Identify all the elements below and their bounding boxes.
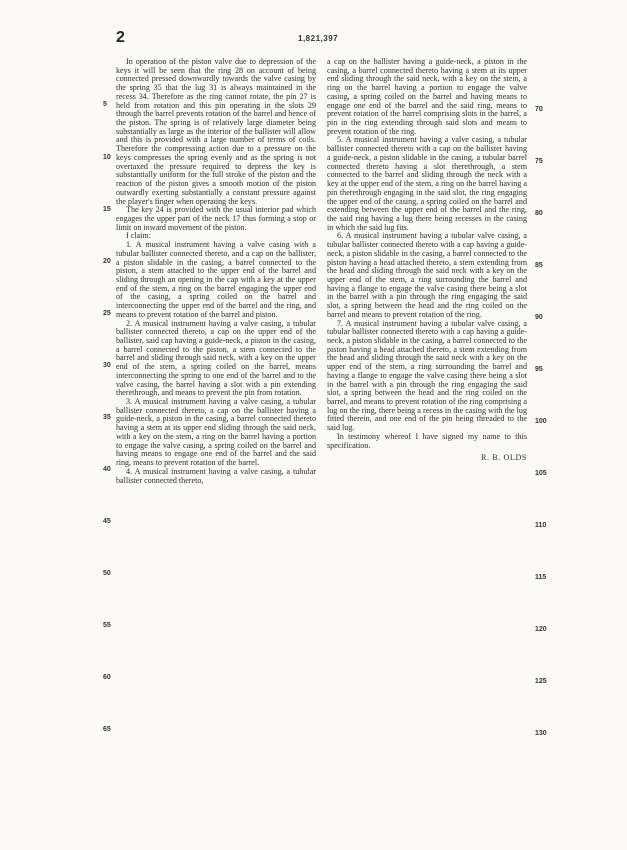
- line-number: 35: [103, 414, 111, 421]
- paragraph: In operation of the piston valve due to depression of the keys it will be seen that the ring 28 on account of being connected pressed downwardly towards the valve casing by the spring 35 that the lug 31 is always maintained in the recess 34. Therefore as the ring cannot rotate, the pin 27 is held from rotation and this pin operating in the slots 29 through the barrel prevents rotation of the barrel and hence of the piston. The spring is of relatively large diameter being substantially as large as the interior of the ballister will allow and this is provided with a large number of terms of coils. Therefore the compressing action due to a pressure on the keys compresses the spring evenly and as the spring is not overtaxed the pressure required to depress the key is substantially uniform for the full stroke of the piston and the reaction of the piston gives a smooth motion of the piston outwardly exerting substantially a constant pressure against the player's finger when operating the keys.: [116, 57, 316, 206]
- claim-2: 2. A musical instrument having a valve casing, a tubular ballister connected thereto, a cap on the upper end of the ballister, said cap having a guide-neck, a piston in the casing, a barrel connected to the piston, a stem connected to the barrel and sliding through said neck, with a key on the upper end of the stem, a spring coiled on the barrel, means interconnecting the spring to one end of the barrel and to the valve casing, the barrel having a slot with a pin extending therethrough, and means to prevent the pin from rotation.: [116, 318, 316, 398]
- line-number: 120: [535, 626, 547, 633]
- claims-heading: I claim:: [126, 231, 151, 241]
- line-number: 90: [535, 314, 543, 321]
- claim-5: 5. A musical instrument having a valve casing, a tubular ballister connected thereto with a cap on the ballister having a guide-neck, a piston slidable in the casing, a tubular barrel connected thereto having a slot therethrough, a stem connected to the barrel and sliding through the neck with a key at the upper end of the stem, a ring on the barrel having a pin therethrough engaging in the said slot, the ring engaging the upper end of the casing, a spring coiled on the barrel and extending between the upper end of the barrel and the ring, the said ring having a lug there being recesses in the casing in which the said lug fits.: [327, 135, 527, 232]
- testimony: In testimony whereof I have signed my name to this specification.: [327, 431, 527, 450]
- line-number: 30: [103, 362, 111, 369]
- line-number: 10: [103, 154, 111, 161]
- line-number: 5: [103, 101, 107, 108]
- claim-4-start: 4. A musical instrument having a valve casing, a tubular ballister connected thereto,: [116, 466, 316, 485]
- line-number: 75: [535, 158, 543, 165]
- patent-number: 1,821,397: [298, 34, 339, 43]
- line-number: 85: [535, 262, 543, 269]
- line-number: 65: [103, 726, 111, 733]
- line-number: 60: [103, 674, 111, 681]
- line-number: 45: [103, 518, 111, 525]
- claim-7: 7. A musical instrument having a tubular valve casing, a tubular ballister connected thereto with a cap having a guide-neck, a piston slidable in the casing, a barrel connected to the piston having a head attached thereto, a stem extending from the head and sliding through the said neck with a key on the upper end of the stem, a ring surrounding the barrel and having a flange to engage the valve casing there being a slot in the barrel with a pin through the ring engaging the said slot, a spring between the head and the ring coiled on the barrel, and means to prevent rotation of the ring comprising a lug on the ring, there being a recess in the casing with the lug fitted therein, and one end of the pin being threaded to the said lug.: [327, 318, 527, 433]
- right-column: [327, 58, 527, 463]
- line-number: 125: [535, 678, 547, 685]
- line-number: 40: [103, 466, 111, 473]
- claim-6: 6. A musical instrument having a tubular valve casing, a tubular ballister connected thereto with a cap having a guide-neck, a piston slidable in the casing, a barrel connected to the piston having a head attached thereto, a stem extending from the head and sliding through the said neck with a key on the upper end of the stem, a ring surrounding the barrel and having a flange to engage the valve casing there being a slot in the barrel with a pin through the ring engaging the said slot, a spring between the head and the ring coiled on the barrel and means to prevent rotation of the ring.: [327, 231, 527, 319]
- line-number: 100: [535, 418, 547, 425]
- claim-1: 1. A musical instrument having a valve casing with a tubular ballister connected thereto, and a cap on the ballister, a piston slidable in the casing, a barrel connected to the piston, a stem attached to the upper end of the barrel and sliding through an opening in the cap with a key at the upper end of the stem, a ring on the barrel engaging the upper end of the casing, a spring coiled on the barrel and interconnecting the upper end of the barrel and the ring, and means to prevent rotation of the barrel and piston.: [116, 240, 316, 319]
- page-number: 2: [116, 29, 125, 46]
- line-number: 95: [535, 366, 543, 373]
- line-number: 55: [103, 622, 111, 629]
- claim-3: 3. A musical instrument having a valve casing, a tubular ballister connected thereto, a cap on the ballister having a guide-neck, a piston in the casing, a barrel connected thereto having a stem at its upper end sliding through the said neck, with a key on the stem, a ring on the barrel having a portion to engage the valve casing, a spring coiled on the barrel and having means to engage one end of the barrel and the said ring, means to prevent rotation of the barrel.: [116, 397, 316, 468]
- signature: R. B. OLDS: [480, 453, 527, 463]
- line-number: 105: [535, 470, 547, 477]
- line-number: 110: [535, 522, 547, 529]
- line-number: 20: [103, 258, 111, 265]
- line-number: 70: [535, 106, 543, 113]
- left-column: [116, 58, 316, 485]
- paragraph: The key 24 is provided with the usual interior pad which engages the upper part of the neck 17 thus forming a stop or limit on inward movement of the piston.: [116, 205, 316, 232]
- line-number: 130: [535, 730, 547, 737]
- claim-4-cont: a cap on the ballister having a guide-neck, a piston in the casing, a barrel connected thereto having a stem at its upper end sliding through the said neck, with a key on the stem, a ring on the barrel having a portion to engage the valve casing, a spring coiled on the barrel and having means to engage one end of the barrel and the said ring, means to prevent rotation of the barrel comprising slots in the barrel, a pin in the ring extending through said slots and means to prevent rotation of the ring.: [327, 57, 527, 136]
- line-number: 25: [103, 310, 111, 317]
- line-number: 15: [103, 206, 111, 213]
- line-number: 50: [103, 570, 111, 577]
- line-number: 115: [535, 574, 547, 581]
- line-number: 80: [535, 210, 543, 217]
